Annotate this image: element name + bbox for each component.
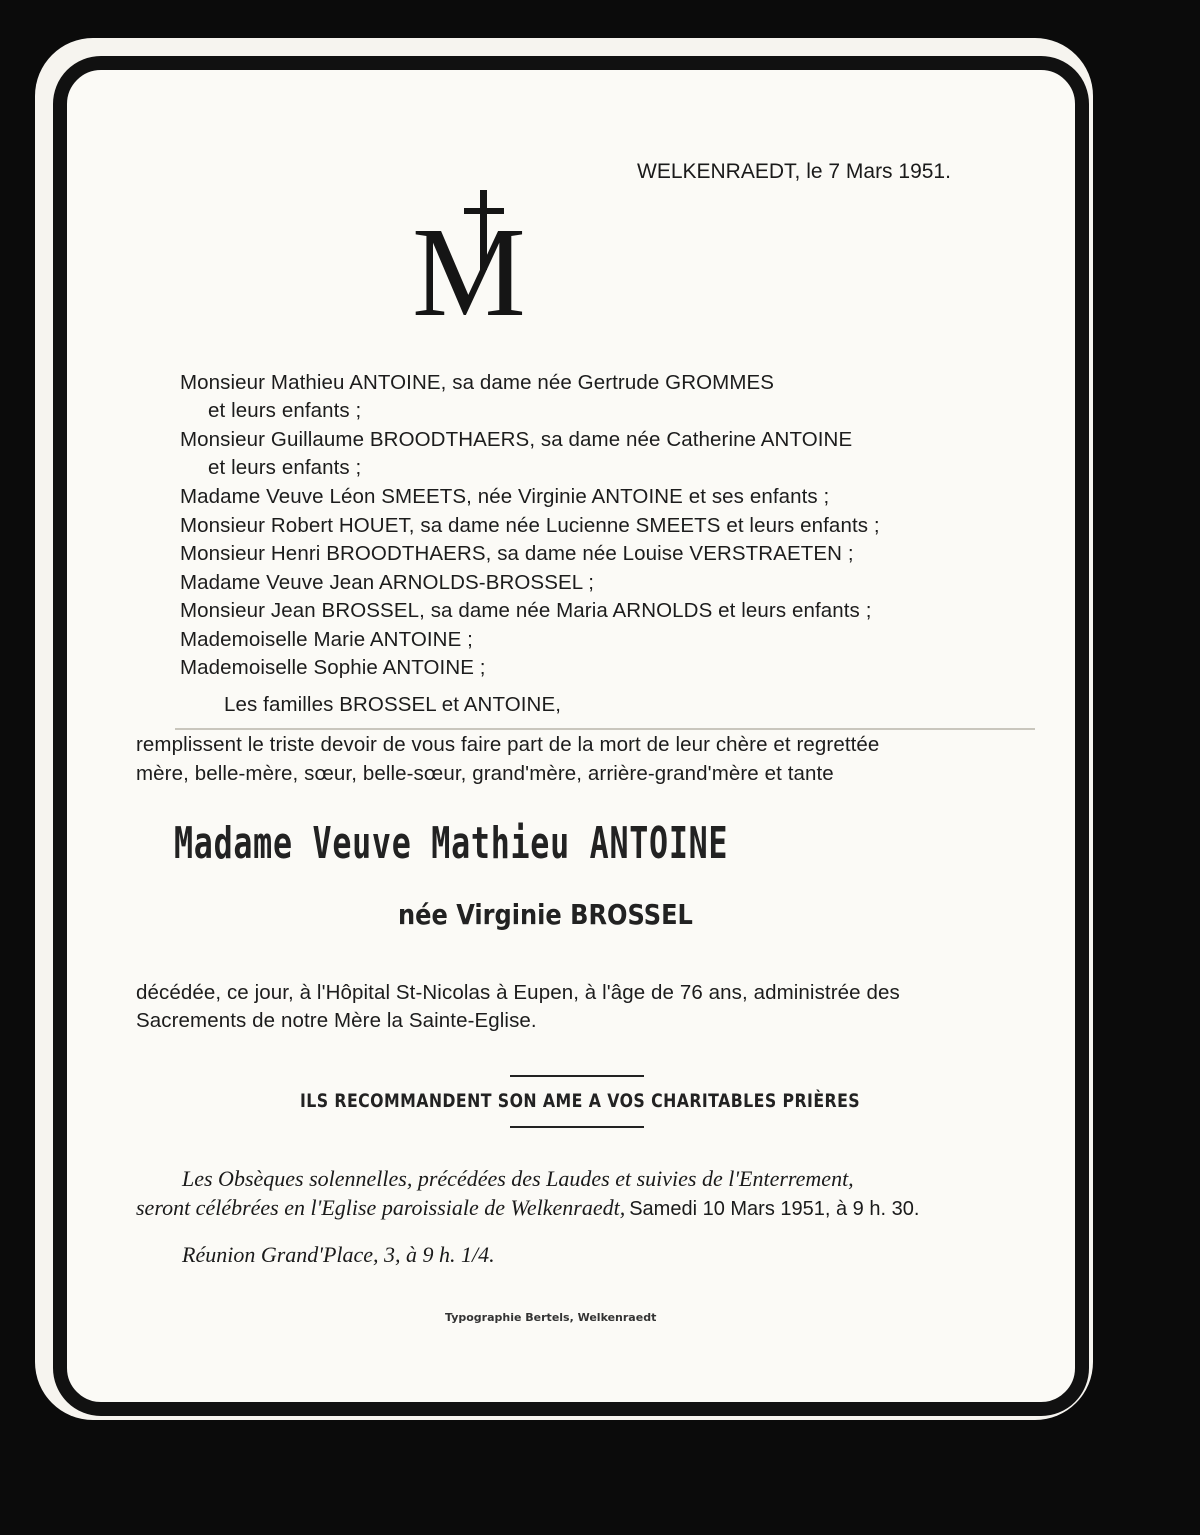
recommendation-line: ILS RECOMMANDENT SON AME A VOS CHARITABLES PRIÈRES [300, 1090, 861, 1112]
divider-bottom [510, 1126, 644, 1128]
family-line: Monsieur Henri BROODTHAERS, sa dame née Louise VERSTRAETEN ; [180, 542, 854, 565]
family-line: Monsieur Mathieu ANTOINE, sa dame née Gertrude GROMMES [180, 371, 775, 394]
funeral-date: Samedi 10 Mars 1951, à 9 h. 30. [629, 1198, 920, 1220]
printer-credit: Typographie Bertels, Welkenraedt [445, 1311, 657, 1324]
monogram-letter: M [412, 201, 526, 343]
family-line: Mademoiselle Marie ANTOINE ; [180, 628, 473, 651]
death-line: décédée, ce jour, à l'Hôpital St-Nicolas à Eupen, à l'âge de 76 ans, administrée des [136, 981, 900, 1004]
divider-top [510, 1075, 644, 1077]
paper-fold [175, 728, 1035, 730]
family-line: et leurs enfants ; [208, 399, 362, 422]
meeting-line: Réunion Grand'Place, 3, à 9 h. 1/4. [182, 1242, 495, 1267]
family-line: Monsieur Jean BROSSEL, sa dame née Maria ARNOLDS et leurs enfants ; [180, 599, 872, 622]
funeral-line-2 [136, 1195, 919, 1221]
date-line: WELKENRAEDT, le 7 Mars 1951. [637, 160, 951, 183]
funeral-place: seront célébrées en l'Eglise paroissiale de Welkenraedt, [136, 1195, 626, 1220]
deceased-maiden-name: née Virginie BROSSEL [398, 898, 693, 931]
funeral-line: Les Obsèques solennelles, précédées des Laudes et suivies de l'Enterrement, [182, 1166, 854, 1191]
announcement-line: remplissent le triste devoir de vous faire part de la mort de leur chère et regrettée [136, 733, 880, 756]
family-line: Monsieur Guillaume BROODTHAERS, sa dame née Catherine ANTOINE [180, 428, 853, 451]
family-line: Madame Veuve Léon SMEETS, née Virginie ANTOINE et ses enfants ; [180, 485, 830, 508]
deceased-name: Madame Veuve Mathieu ANTOINE [174, 818, 729, 869]
family-line: et leurs enfants ; [208, 456, 362, 479]
marian-monogram [412, 190, 562, 343]
announcement-line: mère, belle-mère, sœur, belle-sœur, grand'mère, arrière-grand'mère et tante [136, 762, 834, 785]
family-line: Mademoiselle Sophie ANTOINE ; [180, 656, 486, 679]
family-line: Madame Veuve Jean ARNOLDS-BROSSEL ; [180, 571, 595, 594]
family-line: Monsieur Robert HOUET, sa dame née Lucienne SMEETS et leurs enfants ; [180, 514, 880, 537]
death-line: Sacrements de notre Mère la Sainte-Eglise. [136, 1009, 537, 1032]
families-line: Les familles BROSSEL et ANTOINE, [224, 693, 562, 716]
